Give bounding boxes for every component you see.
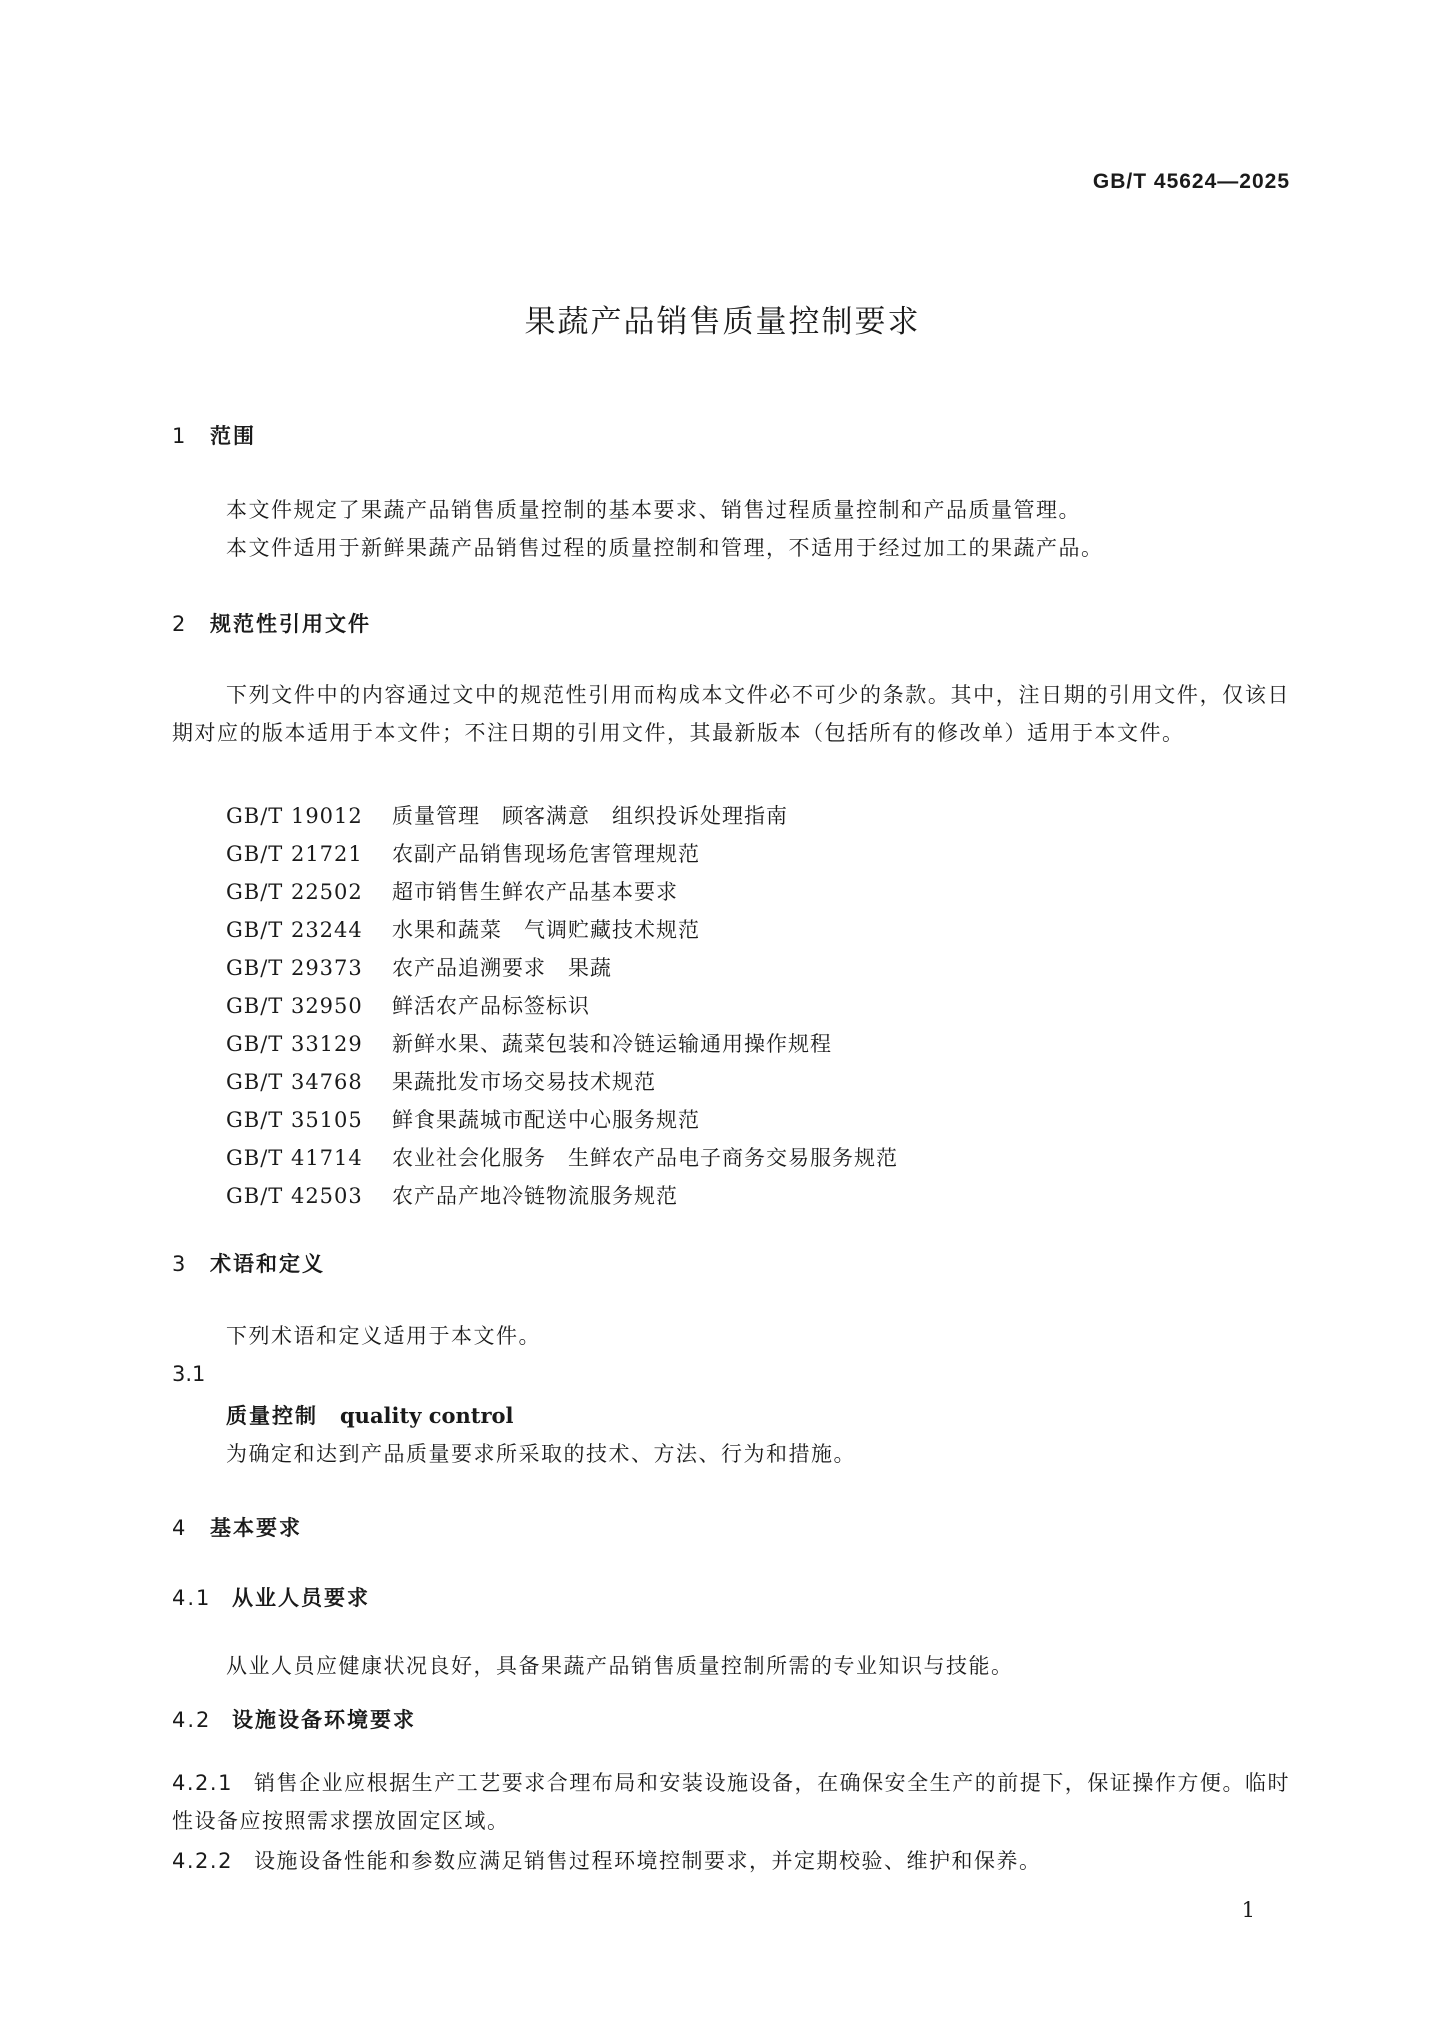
section-2-heading	[172, 608, 371, 638]
section-3-heading	[172, 1248, 325, 1278]
section-title: 范围	[210, 424, 256, 448]
subsection-title: 设施设备环境要求	[232, 1708, 416, 1732]
reference-title: 农业社会化服务 生鲜农产品电子商务交易服务规范	[392, 1146, 898, 1170]
reference-item	[226, 952, 612, 982]
reference-title: 农副产品销售现场危害管理规范	[392, 842, 700, 866]
section-title: 术语和定义	[210, 1252, 325, 1276]
document-title: 果蔬产品销售质量控制要求	[524, 304, 921, 340]
standard-code: GB/T 45624—2025	[1092, 170, 1290, 193]
reference-title: 农产品追溯要求 果蔬	[392, 956, 612, 980]
clause-number: 4.2.1	[172, 1771, 233, 1795]
reference-item	[226, 1104, 700, 1134]
clause-text: 销售企业应根据生产工艺要求合理布局和安装设施设备，在确保安全生产的前提下，保证操作方便。临时性设备应按照需求摆放固定区域。	[172, 1771, 1290, 1833]
reference-item	[226, 1066, 656, 1096]
reference-code: GB/T 42503	[226, 1184, 363, 1208]
reference-item	[226, 876, 678, 906]
term-definition: 为确定和达到产品质量要求所采取的技术、方法、行为和措施。	[226, 1442, 856, 1466]
reference-code: GB/T 29373	[226, 956, 363, 980]
subsection-4-1-heading	[172, 1582, 370, 1612]
section-title: 基本要求	[210, 1516, 302, 1540]
clause-4-2-1	[172, 1764, 1290, 1840]
reference-title: 新鲜水果、蔬菜包装和冷链运输通用操作规程	[392, 1032, 832, 1056]
reference-item	[226, 1028, 832, 1058]
reference-item	[226, 1142, 898, 1172]
clause-number: 4.2.2	[172, 1849, 233, 1873]
term-number: 3.1	[172, 1362, 206, 1386]
subsection-4-2-heading	[172, 1704, 416, 1734]
reference-code: GB/T 35105	[226, 1108, 363, 1132]
reference-code: GB/T 32950	[226, 994, 363, 1018]
clause-text: 设施设备性能和参数应满足销售过程环境控制要求，并定期校验、维护和保养。	[254, 1849, 1042, 1873]
reference-code: GB/T 34768	[226, 1070, 363, 1094]
term-name	[226, 1400, 514, 1430]
scope-paragraph-1: 本文件规定了果蔬产品销售质量控制的基本要求、销售过程质量控制和产品质量管理。	[226, 498, 1081, 522]
reference-title: 农产品产地冷链物流服务规范	[392, 1184, 678, 1208]
section-1-heading	[172, 420, 256, 450]
page-number: 1	[1241, 1898, 1255, 1922]
reference-code: GB/T 19012	[226, 804, 363, 828]
section-number: 1	[172, 424, 188, 448]
terms-intro: 下列术语和定义适用于本文件。	[226, 1324, 541, 1348]
reference-code: GB/T 23244	[226, 918, 363, 942]
reference-code: GB/T 22502	[226, 880, 363, 904]
section-title: 规范性引用文件	[210, 612, 371, 636]
reference-code: GB/T 33129	[226, 1032, 363, 1056]
section-4-heading	[172, 1512, 302, 1542]
section-number: 2	[172, 612, 188, 636]
reference-item	[226, 800, 788, 830]
reference-code: GB/T 41714	[226, 1146, 363, 1170]
references-intro: 下列文件中的内容通过文中的规范性引用而构成本文件必不可少的条款。其中，注日期的引用文件，仅该日期对应的版本适用于本文件；不注日期的引用文件，其最新版本（包括所有的修改单）适用于本文件。	[172, 683, 1290, 745]
clause-4-2-2	[172, 1842, 1290, 1880]
reference-title: 果蔬批发市场交易技术规范	[392, 1070, 656, 1094]
reference-item	[226, 914, 700, 944]
reference-title: 水果和蔬菜 气调贮藏技术规范	[392, 918, 700, 942]
scope-paragraph-2: 本文件适用于新鲜果蔬产品销售过程的质量控制和管理，不适用于经过加工的果蔬产品。	[226, 536, 1104, 560]
reference-title: 鲜活农产品标签标识	[392, 994, 590, 1018]
subsection-number: 4.2	[172, 1708, 212, 1732]
subsection-title: 从业人员要求	[232, 1586, 370, 1610]
term-name-cn: 质量控制	[226, 1404, 318, 1428]
reference-item	[226, 1180, 678, 1210]
term-name-en: quality control	[340, 1403, 514, 1428]
reference-code: GB/T 21721	[226, 842, 363, 866]
reference-title: 超市销售生鲜农产品基本要求	[392, 880, 678, 904]
section-number: 3	[172, 1252, 188, 1276]
reference-title: 质量管理 顾客满意 组织投诉处理指南	[392, 804, 788, 828]
reference-item	[226, 990, 590, 1020]
reference-item	[226, 838, 700, 868]
section-number: 4	[172, 1516, 188, 1540]
personnel-requirement-text: 从业人员应健康状况良好，具备果蔬产品销售质量控制所需的专业知识与技能。	[226, 1654, 1014, 1678]
reference-title: 鲜食果蔬城市配送中心服务规范	[392, 1108, 700, 1132]
subsection-number: 4.1	[172, 1586, 212, 1610]
